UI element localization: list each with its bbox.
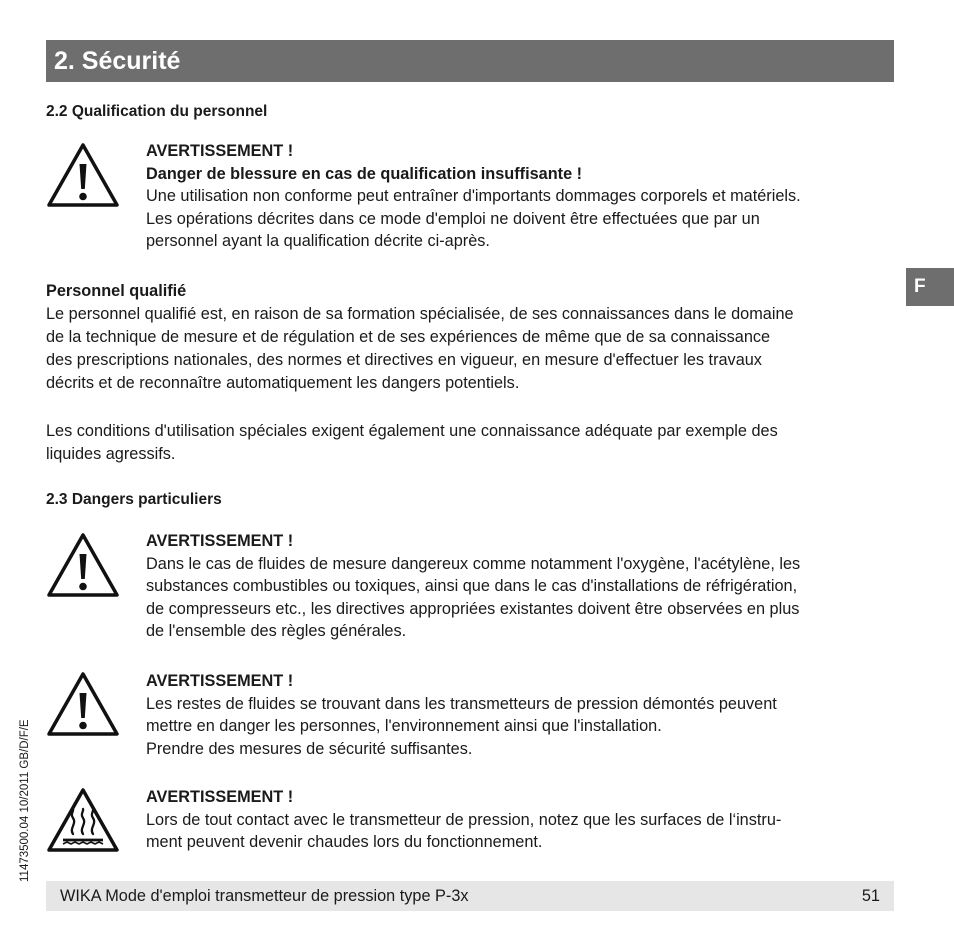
warning-title: AVERTISSEMENT ! [146, 672, 294, 690]
warning-line: Les restes de fluides se trouvant dans les transmetteurs de pression démontés peuvent [146, 694, 777, 713]
warning-block-4 [146, 786, 896, 854]
warning-line: Une utilisation non conforme peut entraîner d'importants dommages corporels et matériels. [146, 187, 801, 205]
warning-line: Les opérations décrites dans ce mode d'emploi ne doivent être effectuées que par un [146, 209, 760, 228]
paragraph-line: décrits et de reconnaître automatiquement les dangers potentiels. [46, 374, 520, 392]
paragraph-line: Les conditions d'utilisation spéciales exigent également une connaissance adéquate par exemple des [46, 422, 778, 440]
warning-line: de compresseurs etc., les directives appropriées existantes doivent être observées en plus [146, 599, 800, 618]
warning-title: AVERTISSEMENT ! [146, 788, 294, 806]
paragraph-line: des prescriptions nationales, des normes et directives en vigueur, en mesure d'effectuer les travaux [46, 351, 762, 369]
paragraph-line: de la technique de mesure et de régulation et de ses expériences de même que de sa connaissance [46, 328, 771, 346]
warning-line: Dans le cas de fluides de mesure dangereux comme notamment l'oxygène, l'acétylène, les [146, 554, 801, 573]
paragraph-line: liquides agressifs. [46, 445, 176, 463]
page-footer [46, 881, 894, 911]
conditions-paragraph [46, 420, 896, 466]
paragraph-line: Le personnel qualifié est, en raison de sa formation spécialisée, de ses connaissances dans le domaine [46, 305, 794, 323]
section-heading-2-2: 2.2 Qualification du personnel [46, 103, 268, 120]
warning-triangle-icon [46, 532, 120, 598]
warning-block-3 [146, 670, 896, 760]
section-heading-2-3: 2.3 Dangers particuliers [46, 491, 222, 508]
warning-line: Prendre des mesures de sécurité suffisantes. [146, 739, 473, 758]
page-number: 51 [861, 887, 880, 905]
warning-line: mettre en danger les personnes, l'environnement ainsi que l'installation. [146, 717, 662, 735]
qualified-personnel-paragraph [46, 280, 896, 395]
warning-triangle-icon [46, 142, 120, 208]
qualified-heading: Personnel qualifié [46, 282, 187, 300]
language-tab: F [906, 268, 954, 306]
warning-triangle-icon [46, 671, 120, 737]
warning-title: AVERTISSEMENT ! [146, 532, 294, 550]
warning-title: AVERTISSEMENT ! [146, 142, 294, 160]
warning-subtitle: Danger de blessure en cas de qualification insuffisante ! [146, 164, 583, 183]
warning-line: substances combustibles ou toxiques, ainsi que dans le cas d'installations de réfrigération, [146, 577, 798, 595]
warning-line: Lors de tout contact avec le transmetteur de pression, notez que les surfaces de l‘instru- [146, 810, 782, 829]
hot-surface-warning-icon [46, 787, 120, 853]
page-title: 2. Sécurité [46, 40, 894, 82]
document-reference: 11473500.04 10/2011 GB/D/F/E [19, 719, 31, 882]
warning-line: personnel ayant la qualification décrite ci-après. [146, 232, 490, 250]
footer-text: WIKA Mode d'emploi transmetteur de pression type P-3x [60, 887, 469, 905]
warning-line: ment peuvent devenir chaudes lors du fonctionnement. [146, 833, 543, 851]
warning-block-1 [146, 140, 896, 253]
warning-block-2 [146, 530, 896, 643]
warning-line: de l'ensemble des règles générales. [146, 622, 407, 640]
